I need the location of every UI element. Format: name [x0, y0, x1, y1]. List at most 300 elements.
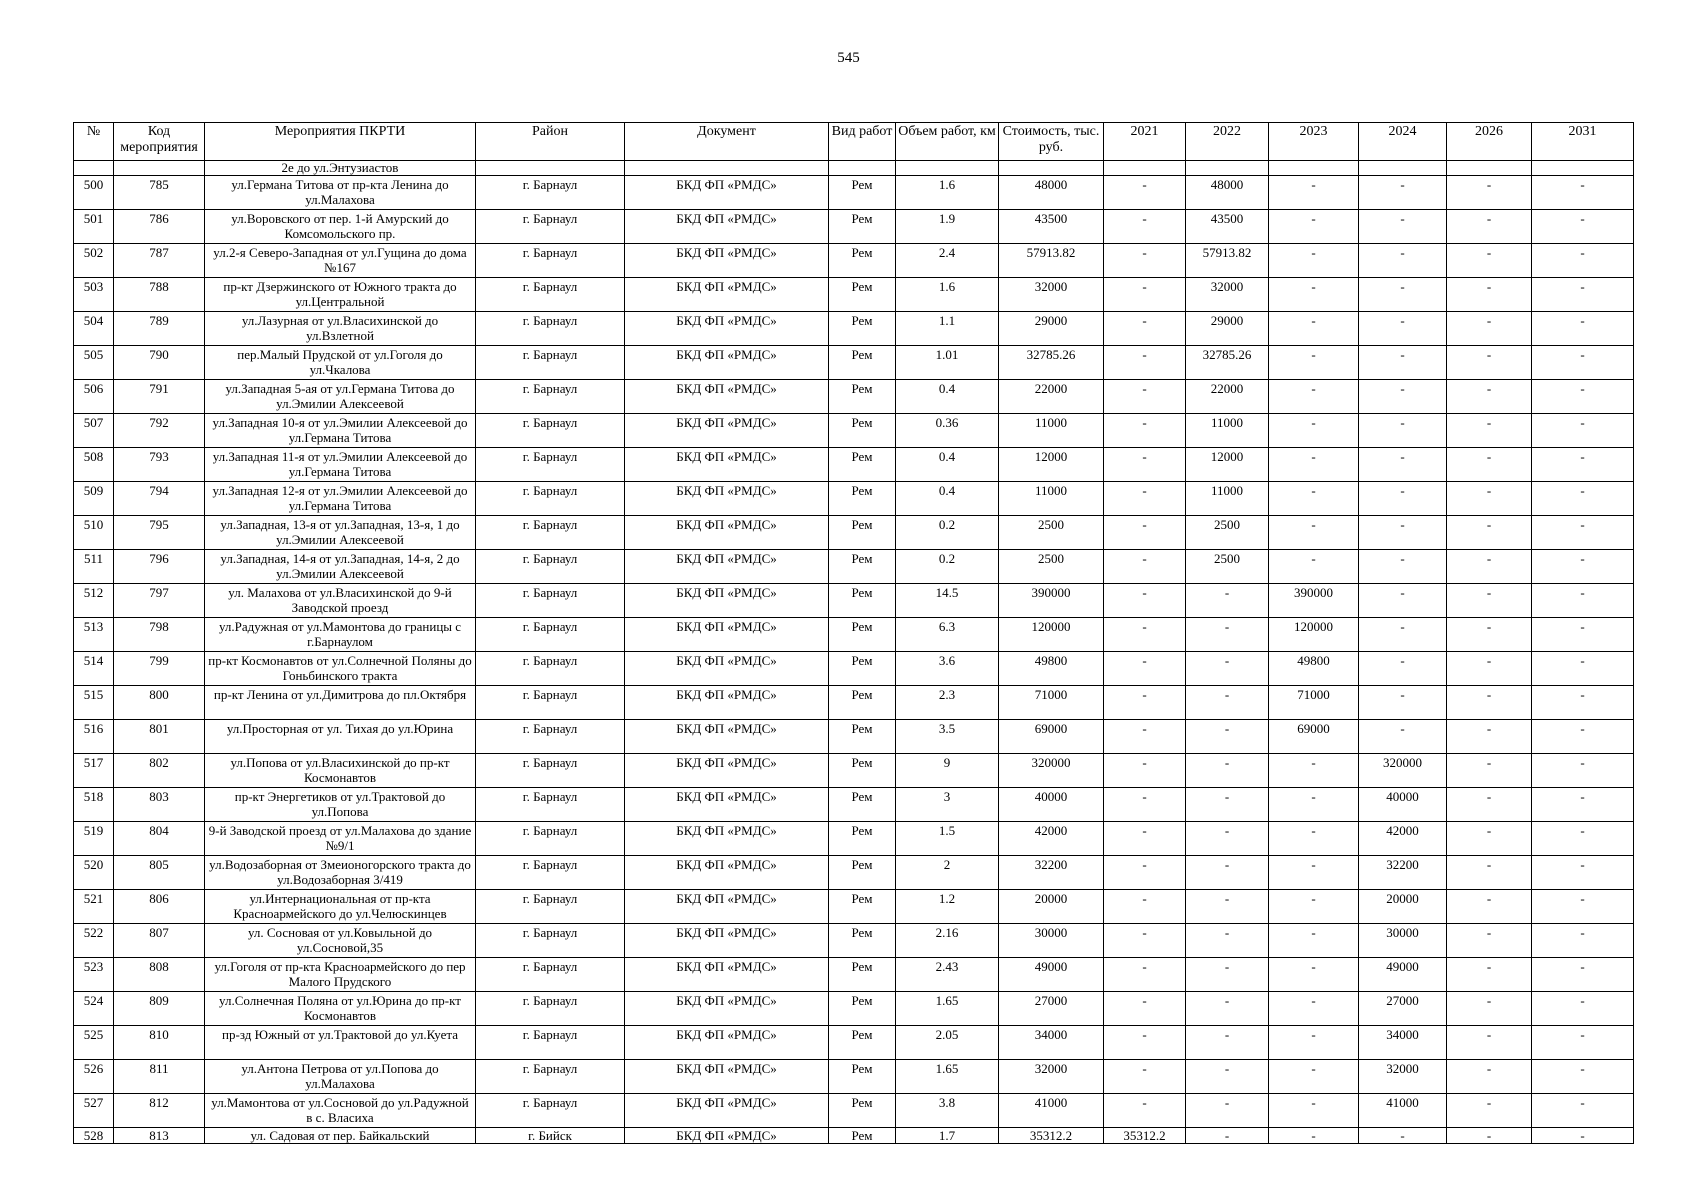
- col-event-cell: ул. Малахова от ул.Власихинской до 9-й Заводской проезд: [205, 584, 476, 618]
- col-event-cell: пр-кт Дзержинского от Южного тракта до ул.Центральной: [205, 278, 476, 312]
- col-district-cell: г. Барнаул: [476, 380, 625, 414]
- col-work-type-cell: Рем: [829, 992, 896, 1026]
- col-district-cell: г. Барнаул: [476, 346, 625, 380]
- col-2022-cell: -: [1186, 720, 1269, 754]
- col-2022-header: 2022: [1186, 123, 1269, 161]
- col-2024-cell: -: [1359, 482, 1447, 516]
- col-event-cell: ул.2-я Северо-Западная от ул.Гущина до дома №167: [205, 244, 476, 278]
- table-row: [74, 1128, 1634, 1144]
- col-2026-cell: -: [1447, 584, 1532, 618]
- col-work-type-cell: Рем: [829, 924, 896, 958]
- col-document-cell: БКД ФП «РМДС»: [625, 380, 829, 414]
- col-2024-cell: 320000: [1359, 754, 1447, 788]
- col-volume-cell: 1.65: [896, 992, 999, 1026]
- col-volume-cell: 3.5: [896, 720, 999, 754]
- col-work-type-cell: Рем: [829, 822, 896, 856]
- col-event-cell: ул.Антона Петрова от ул.Попова до ул.Малахова: [205, 1060, 476, 1094]
- col-2024-cell: -: [1359, 1128, 1447, 1144]
- col-number-cell: 517: [74, 754, 114, 788]
- col-document-cell: БКД ФП «РМДС»: [625, 652, 829, 686]
- col-2021-cell: -: [1104, 312, 1186, 346]
- col-volume-cell: 2.16: [896, 924, 999, 958]
- col-work-type-cell: Рем: [829, 346, 896, 380]
- col-cost-cell: 12000: [999, 448, 1104, 482]
- col-2024-cell: -: [1359, 516, 1447, 550]
- col-number-cell: 520: [74, 856, 114, 890]
- table-row: [74, 754, 1634, 788]
- col-district-cell: г. Барнаул: [476, 312, 625, 346]
- col-2026-cell: -: [1447, 686, 1532, 720]
- cell-empty: [74, 161, 114, 176]
- col-2022-cell: 12000: [1186, 448, 1269, 482]
- col-work-type-cell: Рем: [829, 584, 896, 618]
- col-work-type-cell: Рем: [829, 618, 896, 652]
- col-2022-cell: 11000: [1186, 414, 1269, 448]
- cell-empty: [1447, 161, 1532, 176]
- col-volume-cell: 2.3: [896, 686, 999, 720]
- col-document-cell: БКД ФП «РМДС»: [625, 822, 829, 856]
- col-district-cell: г. Барнаул: [476, 618, 625, 652]
- col-2022-cell: 29000: [1186, 312, 1269, 346]
- col-volume-cell: 6.3: [896, 618, 999, 652]
- col-work-type-cell: Рем: [829, 652, 896, 686]
- col-2031-cell: -: [1532, 380, 1634, 414]
- col-2023-cell: -: [1269, 992, 1359, 1026]
- col-number-cell: 501: [74, 210, 114, 244]
- table-row: [74, 482, 1634, 516]
- col-work-type-cell: Рем: [829, 516, 896, 550]
- col-work-type-cell: Рем: [829, 788, 896, 822]
- col-2022-cell: -: [1186, 1094, 1269, 1128]
- table-row: [74, 414, 1634, 448]
- col-code-cell: 809: [114, 992, 205, 1026]
- col-district-cell: г. Барнаул: [476, 584, 625, 618]
- col-2021-cell: -: [1104, 652, 1186, 686]
- continuation-text: 2е до ул.Энтузиастов: [205, 161, 476, 176]
- col-event-cell: ул.Радужная от ул.Мамонтова до границы с г.Барнаулом: [205, 618, 476, 652]
- col-2026-cell: -: [1447, 312, 1532, 346]
- table-row: [74, 652, 1634, 686]
- col-2022-cell: -: [1186, 856, 1269, 890]
- col-2026-cell: -: [1447, 516, 1532, 550]
- col-2026-cell: -: [1447, 278, 1532, 312]
- col-2021-cell: -: [1104, 788, 1186, 822]
- table-row: [74, 856, 1634, 890]
- cell-empty: [1269, 161, 1359, 176]
- col-2026-cell: -: [1447, 822, 1532, 856]
- col-2026-cell: -: [1447, 788, 1532, 822]
- col-event-cell: ул.Гоголя от пр-кта Красноармейского до пер Малого Прудского: [205, 958, 476, 992]
- col-2031-cell: -: [1532, 346, 1634, 380]
- col-code-cell: 788: [114, 278, 205, 312]
- col-work-type-cell: Рем: [829, 1026, 896, 1060]
- col-2023-header: 2023: [1269, 123, 1359, 161]
- col-work-type-cell: Рем: [829, 1060, 896, 1094]
- col-volume-cell: 0.4: [896, 482, 999, 516]
- table-container: [73, 122, 1633, 1144]
- col-2024-cell: -: [1359, 652, 1447, 686]
- col-cost-cell: 20000: [999, 890, 1104, 924]
- col-2021-cell: -: [1104, 584, 1186, 618]
- col-number-cell: 508: [74, 448, 114, 482]
- col-2022-cell: -: [1186, 1026, 1269, 1060]
- col-2022-cell: 22000: [1186, 380, 1269, 414]
- col-district-cell: г. Барнаул: [476, 482, 625, 516]
- col-event-cell: ул.Просторная от ул. Тихая до ул.Юрина: [205, 720, 476, 754]
- col-2024-cell: -: [1359, 584, 1447, 618]
- col-work-type-cell: Рем: [829, 380, 896, 414]
- col-event-cell: ул.Западная, 14-я от ул.Западная, 14-я, 2 до ул.Эмилии Алексеевой: [205, 550, 476, 584]
- col-2023-cell: -: [1269, 414, 1359, 448]
- col-2022-cell: 43500: [1186, 210, 1269, 244]
- col-2031-cell: -: [1532, 1026, 1634, 1060]
- col-2021-cell: -: [1104, 1094, 1186, 1128]
- col-district-cell: г. Барнаул: [476, 822, 625, 856]
- col-district-cell: г. Барнаул: [476, 992, 625, 1026]
- col-2021-cell: -: [1104, 958, 1186, 992]
- cell-empty: [476, 161, 625, 176]
- col-document-cell: БКД ФП «РМДС»: [625, 754, 829, 788]
- col-event-cell: ул.Западная 12-я от ул.Эмилии Алексеевой до ул.Германа Титова: [205, 482, 476, 516]
- col-code-cell: 808: [114, 958, 205, 992]
- col-code-cell: 810: [114, 1026, 205, 1060]
- cell-empty: [829, 161, 896, 176]
- col-district-cell: г. Барнаул: [476, 1094, 625, 1128]
- col-code-cell: 799: [114, 652, 205, 686]
- col-number-cell: 525: [74, 1026, 114, 1060]
- col-volume-cell: 1.6: [896, 176, 999, 210]
- col-district-cell: г. Барнаул: [476, 278, 625, 312]
- col-2024-cell: 41000: [1359, 1094, 1447, 1128]
- col-2024-cell: 40000: [1359, 788, 1447, 822]
- col-2021-cell: -: [1104, 1026, 1186, 1060]
- col-2021-cell: -: [1104, 176, 1186, 210]
- col-work-type-cell: Рем: [829, 414, 896, 448]
- col-2021-cell: -: [1104, 618, 1186, 652]
- col-2024-cell: -: [1359, 278, 1447, 312]
- col-document-cell: БКД ФП «РМДС»: [625, 176, 829, 210]
- col-district-cell: г. Барнаул: [476, 516, 625, 550]
- col-work-type-cell: Рем: [829, 210, 896, 244]
- col-2026-cell: -: [1447, 1128, 1532, 1144]
- col-2023-cell: -: [1269, 550, 1359, 584]
- col-2026-cell: -: [1447, 720, 1532, 754]
- col-2023-cell: -: [1269, 856, 1359, 890]
- col-2023-cell: -: [1269, 448, 1359, 482]
- col-number-cell: 522: [74, 924, 114, 958]
- col-cost-cell: 120000: [999, 618, 1104, 652]
- col-2026-cell: -: [1447, 210, 1532, 244]
- col-district-cell: г. Барнаул: [476, 788, 625, 822]
- col-2024-cell: -: [1359, 414, 1447, 448]
- col-number-cell: 524: [74, 992, 114, 1026]
- col-2023-cell: 390000: [1269, 584, 1359, 618]
- col-event-cell: пр-кт Ленина от ул.Димитрова до пл.Октября: [205, 686, 476, 720]
- col-2024-cell: -: [1359, 686, 1447, 720]
- col-2026-cell: -: [1447, 380, 1532, 414]
- col-volume-cell: 2.43: [896, 958, 999, 992]
- col-2023-cell: -: [1269, 1094, 1359, 1128]
- col-code-cell: 806: [114, 890, 205, 924]
- col-2021-header: 2021: [1104, 123, 1186, 161]
- col-2022-cell: 32785.26: [1186, 346, 1269, 380]
- col-2031-cell: -: [1532, 210, 1634, 244]
- col-event-cell: ул.Водозаборная от Змеионогорского тракта до ул.Водозаборная 3/419: [205, 856, 476, 890]
- col-2021-cell: -: [1104, 754, 1186, 788]
- col-cost-cell: 32785.26: [999, 346, 1104, 380]
- col-2022-cell: 11000: [1186, 482, 1269, 516]
- col-2022-cell: -: [1186, 686, 1269, 720]
- col-2026-cell: -: [1447, 754, 1532, 788]
- col-code-cell: 801: [114, 720, 205, 754]
- col-district-header: Район: [476, 123, 625, 161]
- col-volume-cell: 3.6: [896, 652, 999, 686]
- col-event-cell: ул.Лазурная от ул.Власихинской до ул.Взлетной: [205, 312, 476, 346]
- header-row: [74, 123, 1634, 161]
- cell-empty: [114, 161, 205, 176]
- col-volume-cell: 0.36: [896, 414, 999, 448]
- col-number-cell: 528: [74, 1128, 114, 1144]
- col-document-cell: БКД ФП «РМДС»: [625, 584, 829, 618]
- col-document-cell: БКД ФП «РМДС»: [625, 890, 829, 924]
- table-row: [74, 720, 1634, 754]
- cell-empty: [1104, 161, 1186, 176]
- col-2021-cell: -: [1104, 890, 1186, 924]
- col-document-header: Документ: [625, 123, 829, 161]
- col-cost-cell: 57913.82: [999, 244, 1104, 278]
- col-code-cell: 813: [114, 1128, 205, 1144]
- col-cost-cell: 35312.2: [999, 1128, 1104, 1144]
- col-volume-cell: 3: [896, 788, 999, 822]
- col-document-cell: БКД ФП «РМДС»: [625, 448, 829, 482]
- col-2024-cell: 42000: [1359, 822, 1447, 856]
- col-number-cell: 519: [74, 822, 114, 856]
- col-document-cell: БКД ФП «РМДС»: [625, 1094, 829, 1128]
- table-row: [74, 1094, 1634, 1128]
- col-district-cell: г. Барнаул: [476, 1060, 625, 1094]
- col-2024-cell: 34000: [1359, 1026, 1447, 1060]
- continuation-row: [74, 161, 1634, 176]
- col-cost-cell: 34000: [999, 1026, 1104, 1060]
- col-2021-cell: -: [1104, 414, 1186, 448]
- col-number-cell: 526: [74, 1060, 114, 1094]
- table-row: [74, 176, 1634, 210]
- table-row: [74, 278, 1634, 312]
- col-2031-cell: -: [1532, 992, 1634, 1026]
- col-event-cell: ул.Воровского от пер. 1-й Амурский до Комсомольского пр.: [205, 210, 476, 244]
- col-2021-cell: -: [1104, 924, 1186, 958]
- col-work-type-cell: Рем: [829, 958, 896, 992]
- col-2023-cell: 49800: [1269, 652, 1359, 686]
- col-event-cell: ул.Западная, 13-я от ул.Западная, 13-я, 1 до ул.Эмилии Алексеевой: [205, 516, 476, 550]
- col-work-type-cell: Рем: [829, 448, 896, 482]
- col-2023-cell: 120000: [1269, 618, 1359, 652]
- col-2023-cell: -: [1269, 1060, 1359, 1094]
- col-cost-cell: 71000: [999, 686, 1104, 720]
- col-district-cell: г. Барнаул: [476, 924, 625, 958]
- col-2031-cell: -: [1532, 244, 1634, 278]
- col-code-cell: 785: [114, 176, 205, 210]
- col-2031-header: 2031: [1532, 123, 1634, 161]
- col-2024-cell: -: [1359, 176, 1447, 210]
- col-2022-cell: -: [1186, 618, 1269, 652]
- col-volume-cell: 3.8: [896, 1094, 999, 1128]
- col-district-cell: г. Барнаул: [476, 686, 625, 720]
- col-2023-cell: 71000: [1269, 686, 1359, 720]
- col-2031-cell: -: [1532, 652, 1634, 686]
- table-row: [74, 822, 1634, 856]
- col-number-cell: 502: [74, 244, 114, 278]
- col-document-cell: БКД ФП «РМДС»: [625, 244, 829, 278]
- col-work-type-cell: Рем: [829, 278, 896, 312]
- col-2026-cell: -: [1447, 1094, 1532, 1128]
- col-cost-cell: 27000: [999, 992, 1104, 1026]
- col-2023-cell: -: [1269, 380, 1359, 414]
- col-volume-cell: 1.01: [896, 346, 999, 380]
- col-document-cell: БКД ФП «РМДС»: [625, 1026, 829, 1060]
- col-2031-cell: -: [1532, 686, 1634, 720]
- col-2022-cell: -: [1186, 1060, 1269, 1094]
- col-2022-cell: -: [1186, 788, 1269, 822]
- col-document-cell: БКД ФП «РМДС»: [625, 210, 829, 244]
- col-volume-cell: 9: [896, 754, 999, 788]
- col-volume-cell: 2: [896, 856, 999, 890]
- col-number-cell: 521: [74, 890, 114, 924]
- col-volume-header: Объем работ, км: [896, 123, 999, 161]
- col-number-cell: 507: [74, 414, 114, 448]
- col-document-cell: БКД ФП «РМДС»: [625, 550, 829, 584]
- col-2021-cell: -: [1104, 1060, 1186, 1094]
- col-2031-cell: -: [1532, 176, 1634, 210]
- table-row: [74, 380, 1634, 414]
- col-cost-cell: 49000: [999, 958, 1104, 992]
- col-number-cell: 505: [74, 346, 114, 380]
- col-2024-cell: -: [1359, 380, 1447, 414]
- col-2026-header: 2026: [1447, 123, 1532, 161]
- col-event-cell: ул. Садовая от пер. Байкальский: [205, 1128, 476, 1144]
- col-volume-cell: 1.7: [896, 1128, 999, 1144]
- col-cost-cell: 32000: [999, 278, 1104, 312]
- col-2022-cell: -: [1186, 652, 1269, 686]
- col-2021-cell: -: [1104, 822, 1186, 856]
- col-2022-cell: 48000: [1186, 176, 1269, 210]
- col-2023-cell: -: [1269, 958, 1359, 992]
- col-2023-cell: -: [1269, 822, 1359, 856]
- table-row: [74, 958, 1634, 992]
- col-2021-cell: -: [1104, 720, 1186, 754]
- col-2031-cell: -: [1532, 924, 1634, 958]
- col-event-cell: ул.Попова от ул.Власихинской до пр-кт Космонавтов: [205, 754, 476, 788]
- col-event-cell: ул.Германа Титова от пр-кта Ленина до ул.Малахова: [205, 176, 476, 210]
- col-event-cell: ул.Западная 10-я от ул.Эмилии Алексеевой до ул.Германа Титова: [205, 414, 476, 448]
- col-2024-cell: -: [1359, 312, 1447, 346]
- col-event-cell: 9-й Заводской проезд от ул.Малахова до здание №9/1: [205, 822, 476, 856]
- col-2026-cell: -: [1447, 550, 1532, 584]
- col-cost-cell: 22000: [999, 380, 1104, 414]
- col-2024-cell: 49000: [1359, 958, 1447, 992]
- col-2031-cell: -: [1532, 856, 1634, 890]
- col-number-cell: 500: [74, 176, 114, 210]
- col-2023-cell: -: [1269, 210, 1359, 244]
- col-cost-header: Стоимость, тыс. руб.: [999, 123, 1104, 161]
- col-district-cell: г. Барнаул: [476, 720, 625, 754]
- col-volume-cell: 1.2: [896, 890, 999, 924]
- col-code-cell: 786: [114, 210, 205, 244]
- col-number-cell: 506: [74, 380, 114, 414]
- col-document-cell: БКД ФП «РМДС»: [625, 618, 829, 652]
- col-2022-cell: 57913.82: [1186, 244, 1269, 278]
- col-2021-cell: -: [1104, 516, 1186, 550]
- col-district-cell: г. Барнаул: [476, 176, 625, 210]
- table-row: [74, 312, 1634, 346]
- col-code-cell: 794: [114, 482, 205, 516]
- col-2023-cell: -: [1269, 754, 1359, 788]
- col-cost-cell: 320000: [999, 754, 1104, 788]
- col-2023-cell: -: [1269, 1026, 1359, 1060]
- col-2024-cell: 32200: [1359, 856, 1447, 890]
- col-2023-cell: -: [1269, 788, 1359, 822]
- col-2031-cell: -: [1532, 278, 1634, 312]
- col-2021-cell: -: [1104, 210, 1186, 244]
- col-cost-cell: 11000: [999, 482, 1104, 516]
- col-2031-cell: -: [1532, 890, 1634, 924]
- col-work-type-cell: Рем: [829, 550, 896, 584]
- col-district-cell: г. Барнаул: [476, 958, 625, 992]
- col-district-cell: г. Барнаул: [476, 414, 625, 448]
- col-work-type-cell: Рем: [829, 244, 896, 278]
- col-2026-cell: -: [1447, 618, 1532, 652]
- col-2021-cell: -: [1104, 686, 1186, 720]
- table-row: [74, 516, 1634, 550]
- col-2024-cell: 20000: [1359, 890, 1447, 924]
- col-work-type-cell: Рем: [829, 720, 896, 754]
- col-2026-cell: -: [1447, 652, 1532, 686]
- col-2026-cell: -: [1447, 890, 1532, 924]
- col-2021-cell: -: [1104, 380, 1186, 414]
- col-work-type-cell: Рем: [829, 754, 896, 788]
- col-2024-cell: -: [1359, 244, 1447, 278]
- col-event-cell: пр-кт Космонавтов от ул.Солнечной Поляны до Гоньбинского тракта: [205, 652, 476, 686]
- col-event-cell: пр-кт Энергетиков от ул.Трактовой до ул.Попова: [205, 788, 476, 822]
- col-district-cell: г. Барнаул: [476, 448, 625, 482]
- col-number-cell: 523: [74, 958, 114, 992]
- col-work-type-cell: Рем: [829, 482, 896, 516]
- table-row: [74, 788, 1634, 822]
- col-2021-cell: -: [1104, 992, 1186, 1026]
- col-2024-cell: -: [1359, 448, 1447, 482]
- col-2031-cell: -: [1532, 414, 1634, 448]
- col-2026-cell: -: [1447, 1060, 1532, 1094]
- col-cost-cell: 42000: [999, 822, 1104, 856]
- col-number-cell: 503: [74, 278, 114, 312]
- col-code-cell: 793: [114, 448, 205, 482]
- col-cost-cell: 2500: [999, 516, 1104, 550]
- col-code-cell: 802: [114, 754, 205, 788]
- col-document-cell: БКД ФП «РМДС»: [625, 482, 829, 516]
- col-volume-cell: 1.9: [896, 210, 999, 244]
- col-document-cell: БКД ФП «РМДС»: [625, 414, 829, 448]
- col-2022-cell: -: [1186, 754, 1269, 788]
- col-event-cell: пер.Малый Прудской от ул.Гоголя до ул.Чкалова: [205, 346, 476, 380]
- col-number-cell: 511: [74, 550, 114, 584]
- col-cost-cell: 390000: [999, 584, 1104, 618]
- col-cost-cell: 41000: [999, 1094, 1104, 1128]
- table-row: [74, 618, 1634, 652]
- col-district-cell: г. Барнаул: [476, 244, 625, 278]
- col-2026-cell: -: [1447, 244, 1532, 278]
- col-2023-cell: -: [1269, 890, 1359, 924]
- col-2026-cell: -: [1447, 176, 1532, 210]
